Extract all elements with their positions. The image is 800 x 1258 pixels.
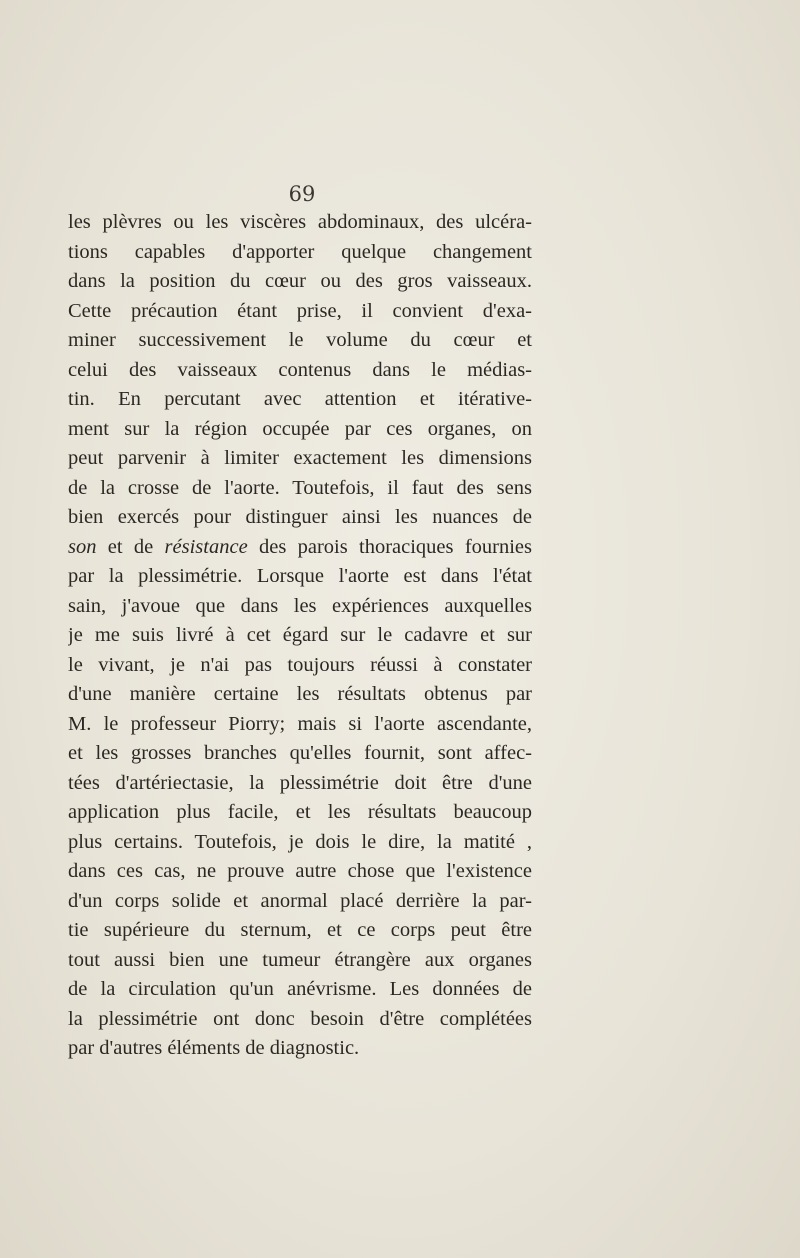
text-line: tin. En percutant avec attention et itérative- [68,388,532,410]
italic-word-resistance: résistance [164,535,248,558]
text-line: le vivant, je n'ai pas toujours réussi à constater [68,653,532,676]
text-line: dans ces cas, ne prouve autre chose que l'existence [68,860,532,882]
text-line-italic [68,533,532,563]
text-line: je me suis livré à cet égard sur le cadavre et sur [68,624,532,646]
text-line: tout aussi bien une tumeur étrangère aux organes [68,948,532,971]
text-line: M. le professeur Piorry; mais si l'aorte ascendante, [68,712,532,735]
text-line: plus certains. Toutefois, je dois le dire, la matité , [68,830,532,853]
text-line: tie supérieure du sternum, et ce corps peut être [68,919,532,941]
text-line: celui des vaisseaux contenus dans le médias- [68,358,532,381]
text-line: ment sur la région occupée par ces organes, on [68,417,532,440]
text-line: dans la position du cœur ou des gros vaisseaux. [68,270,532,292]
text-line: de la circulation qu'un anévrisme. Les données de [68,978,532,1000]
text-line: les plèvres ou les viscères abdominaux, des ulcéra- [68,211,532,233]
text-line: d'une manière certaine les résultats obtenus par [68,683,532,705]
text-line: application plus facile, et les résultats beaucoup [68,801,532,823]
text-line: la plessimétrie ont donc besoin d'être complétées [68,1007,532,1030]
text-line: et les grosses branches qu'elles fournit, sont affec- [68,742,532,764]
text-line: peut parvenir à limiter exactement les dimensions [68,447,532,469]
line-middle: et de [96,535,165,558]
page-number: 69 [288,182,316,206]
text-line: tions capables d'apporter quelque changement [68,240,532,263]
text-line: par la plessimétrie. Lorsque l'aorte est dans l'état [68,565,532,587]
text-line: tées d'artériectasie, la plessimétrie doit être d'une [68,771,532,794]
text-line: Cette précaution étant prise, il convient d'exa- [68,299,532,322]
line-suffix: des parois thoraciques fournies [247,535,532,558]
text-line: d'un corps solide et anormal placé derrière la par- [68,889,532,912]
text-line-final: par d'autres éléments de diagnostic. [68,1037,360,1059]
italic-word-son: son [68,535,97,558]
body-text [68,208,532,1064]
text-line: de la crosse de l'aorte. Toutefois, il faut des sens [68,476,532,499]
text-line: miner successivement le volume du cœur et [68,329,532,351]
text-line: sain, j'avoue que dans les expériences auxquelles [68,594,532,617]
text-line: bien exercés pour distinguer ainsi les nuances de [68,506,532,528]
